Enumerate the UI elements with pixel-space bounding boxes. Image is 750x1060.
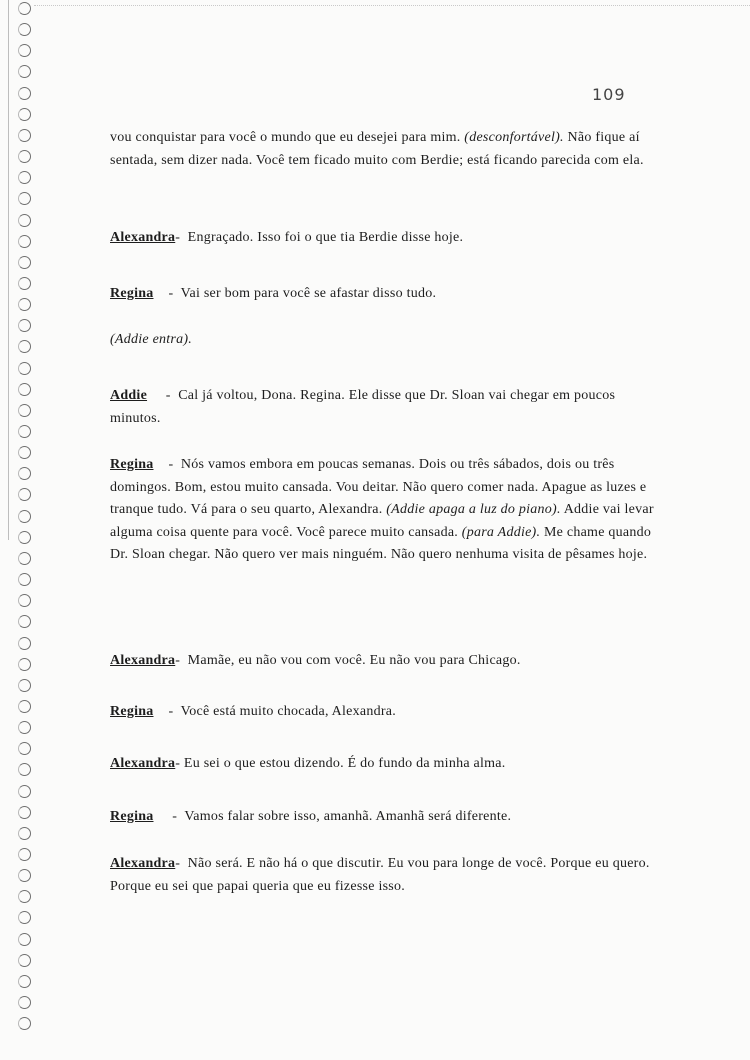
speaker-name: Regina	[110, 704, 154, 719]
speaker-name: Alexandra	[110, 653, 176, 668]
speaker-separator: -	[153, 704, 181, 719]
binding-ring	[18, 1017, 31, 1030]
binding-edge-line	[8, 0, 9, 540]
dialogue-text: Me chame quando Dr. Sloan chegar. Não quero ver mais ninguém. Não quero nenhuma visita de pêsames hoje.	[110, 524, 652, 562]
speaker-name: Regina	[110, 286, 154, 301]
binding-ring	[18, 192, 31, 205]
binding-ring	[18, 996, 31, 1009]
dialogue-text: Não será. E não há o que discutir. Eu vou para longe de você. Porque eu quero. Porque eu sei que papai queria que eu fizesse isso.	[110, 856, 650, 894]
stage-direction: (desconfortável).	[464, 130, 564, 145]
binding-ring	[18, 235, 31, 248]
binding-ring	[18, 129, 31, 142]
binding-ring	[18, 446, 31, 459]
narrative-paragraph	[110, 127, 655, 172]
binding-ring	[18, 256, 31, 269]
binding-ring	[18, 763, 31, 776]
binding-ring	[18, 785, 31, 798]
speaker-separator: -	[175, 756, 184, 771]
binding-ring	[18, 2, 31, 15]
dialogue-line	[110, 650, 655, 673]
binding-ring	[18, 383, 31, 396]
binding-ring	[18, 742, 31, 755]
binding-ring	[18, 23, 31, 36]
speaker-separator: -	[153, 809, 185, 824]
dialogue-text: Vamos falar sobre isso, amanhã. Amanhã será diferente.	[184, 809, 512, 824]
binding-ring	[18, 108, 31, 121]
dialogue-text: Eu sei o que estou dizendo. É do fundo da minha alma.	[183, 756, 506, 771]
speaker-separator: -	[153, 457, 181, 472]
binding-ring	[18, 552, 31, 565]
speaker-name: Alexandra	[110, 756, 176, 771]
dialogue-text: Você está muito chocada, Alexandra.	[180, 704, 396, 719]
dialogue-text: Não fique aí sentada, sem dizer nada. Você tem ficado muito com Berdie; está ficando parecida com ela.	[110, 130, 644, 168]
spiral-binding	[0, 0, 34, 1060]
speaker-separator: -	[175, 856, 184, 871]
dialogue-text: vou conquistar para você o mundo que eu desejei para mim.	[110, 130, 465, 145]
dialogue-line	[110, 454, 655, 567]
speaker-name: Addie	[110, 388, 148, 403]
binding-ring	[18, 594, 31, 607]
binding-ring	[18, 848, 31, 861]
stage-direction: (Addie apaga a luz do piano).	[386, 502, 561, 517]
binding-ring	[18, 362, 31, 375]
speaker-name: Alexandra	[110, 230, 176, 245]
binding-ring	[18, 171, 31, 184]
binding-ring	[18, 827, 31, 840]
binding-ring	[18, 975, 31, 988]
binding-ring	[18, 954, 31, 967]
binding-ring	[18, 615, 31, 628]
binding-ring	[18, 150, 31, 163]
dialogue-line	[110, 283, 655, 306]
top-edge-line	[34, 5, 750, 6]
binding-ring	[18, 319, 31, 332]
binding-ring	[18, 404, 31, 417]
binding-ring	[18, 573, 31, 586]
dialogue-text: Mamãe, eu não vou com você. Eu não vou para Chicago.	[183, 653, 521, 668]
dialogue-line	[110, 753, 655, 776]
speaker-separator: -	[175, 230, 184, 245]
dialogue-text: Nós vamos embora em poucas semanas. Dois ou três sábados, dois ou três domingos. Bom, estou muito cansada. Vou deitar. Não quero comer nada. Apague as luzes e tranque tudo. Vá para o seu quarto, Alexandra.	[110, 457, 647, 517]
dialogue-line	[110, 853, 655, 898]
narrative-paragraph	[110, 329, 655, 352]
binding-ring	[18, 531, 31, 544]
dialogue-text: Cal já voltou, Dona. Regina. Ele disse que Dr. Sloan vai chegar em poucos minutos.	[110, 388, 616, 426]
dialogue-text: Engraçado. Isso foi o que tia Berdie disse hoje.	[183, 230, 464, 245]
binding-ring	[18, 425, 31, 438]
stage-direction: (Addie entra).	[110, 332, 193, 347]
binding-ring	[18, 933, 31, 946]
binding-ring	[18, 637, 31, 650]
binding-ring	[18, 721, 31, 734]
dialogue-line	[110, 806, 655, 829]
binding-ring	[18, 806, 31, 819]
speaker-separator: -	[147, 388, 179, 403]
page-number: 109	[592, 85, 626, 104]
speaker-name: Alexandra	[110, 856, 176, 871]
speaker-name: Regina	[110, 809, 154, 824]
binding-ring	[18, 467, 31, 480]
binding-ring	[18, 869, 31, 882]
dialogue-line	[110, 227, 655, 250]
speaker-name: Regina	[110, 457, 154, 472]
binding-ring	[18, 277, 31, 290]
binding-ring	[18, 488, 31, 501]
binding-ring	[18, 700, 31, 713]
binding-ring	[18, 87, 31, 100]
stage-direction: (para Addie).	[461, 524, 541, 540]
binding-ring	[18, 44, 31, 57]
binding-ring	[18, 510, 31, 523]
binding-ring	[18, 65, 31, 78]
binding-ring	[18, 658, 31, 671]
speaker-separator: -	[153, 286, 181, 301]
binding-ring	[18, 890, 31, 903]
binding-ring	[18, 340, 31, 353]
binding-ring	[18, 679, 31, 692]
binding-ring	[18, 214, 31, 227]
dialogue-text: Vai ser bom para você se afastar disso tudo.	[180, 286, 437, 301]
dialogue-line	[110, 701, 655, 724]
speaker-separator: -	[175, 653, 184, 668]
dialogue-line	[110, 385, 655, 430]
dialogue-text: Addie vai levar alguma coisa quente para você. Você parece muito cansada.	[110, 502, 654, 540]
binding-ring	[18, 911, 31, 924]
binding-ring	[18, 298, 31, 311]
